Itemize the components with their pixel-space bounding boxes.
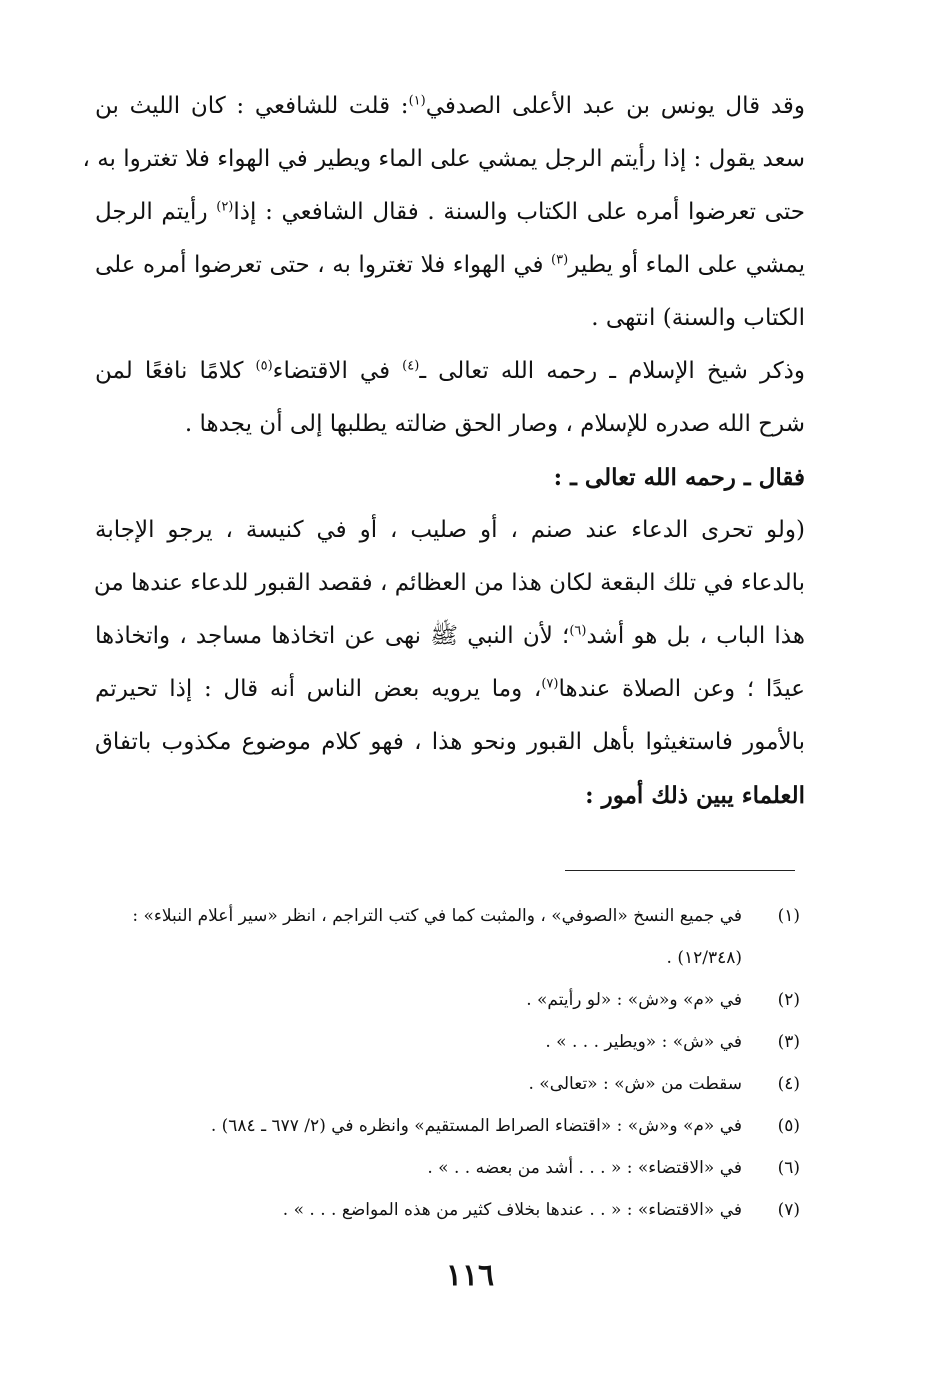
footnote-item xyxy=(150,1147,800,1189)
footnote-item xyxy=(150,1021,800,1063)
footnote-text: في «م» و«ش» : «اقتضاء الصراط المستقيم» وانظره في (٢/ ٦٧٧ ـ ٦٨٤) . xyxy=(210,1116,742,1136)
footnote-text: في «م» و«ش» : «لو رأيتم» . xyxy=(526,990,742,1010)
footnote-ref[interactable]: (٣) xyxy=(551,252,569,268)
footnote-item xyxy=(150,1105,800,1147)
text-line: شرح الله صدره للإسلام ، وصار الحق ضالته يطلبها إلى أن يجدها . xyxy=(184,411,805,437)
text-line: حتى تعرضوا أمره على الكتاب والسنة . فقال الشافعي : إذا$^{(٢)}$ رأيتم الرجل xyxy=(95,199,806,225)
footnote-ref[interactable]: (٧) xyxy=(541,676,559,692)
text-line: يمشي على الماء أو يطير$^{(٣)}$ في الهواء فلا تغتروا به ، حتى تعرضوا أمره على xyxy=(95,252,805,278)
footnote-item xyxy=(132,895,800,979)
footnote-number: (١) xyxy=(777,906,800,926)
footnote-text: سقطت من «ش» : «تعالى» . xyxy=(528,1074,742,1094)
text-line: هذا الباب ، بل هو أشد$^{(٦)}$؛ لأن النبي ﷺ نهى عن اتخاذها مساجد ، واتخاذها xyxy=(95,623,805,649)
footnote-divider xyxy=(565,870,795,871)
section-heading: فقال ـ رحمه الله تعالى ـ : xyxy=(553,464,805,491)
text-line: سعد يقول : إذا رأيتم الرجل يمشي على الماء ويطير في الهواء فلا تغتروا به ، xyxy=(82,146,805,172)
footnote-ref[interactable]: (٦) xyxy=(569,623,587,639)
footnote-ref[interactable]: (١) xyxy=(408,93,426,109)
footnote-number: (٧) xyxy=(777,1200,800,1220)
text-line: عيدًا ؛ وعن الصلاة عندها$^{(٧)}$، وما يرويه بعض الناس أنه قال : إذا تحيرتم xyxy=(95,676,805,702)
footnote-number: (٦) xyxy=(777,1158,800,1178)
footnotes xyxy=(132,895,800,1231)
footnote-text: في «ش» : «ويطير . . . » . xyxy=(545,1032,742,1052)
footnote-item xyxy=(150,979,800,1021)
text-line: وذكر شيخ الإسلام ـ رحمه الله تعالى ـ$^{(٤)}$ في الاقتضاء$^{(٥)}$ كلامًا نافعًا لمن xyxy=(95,358,805,384)
page-number: ١١٦ xyxy=(445,1258,495,1293)
text-line: بالدعاء في تلك البقعة لكان هذا من العظائم ، فقصد القبور للدعاء عندها من xyxy=(93,570,805,596)
footnote-ref[interactable]: (٢) xyxy=(216,199,234,215)
footnote-number: (٥) xyxy=(777,1116,800,1136)
text-line: بالأمور فاستغيثوا بأهل القبور ونحو هذا ، فهو كلام موضوع مكذوب باتفاق xyxy=(95,729,805,755)
footnote-ref[interactable]: (٤) xyxy=(402,358,420,374)
footnote-text: في «الاقتضاء» : « . . . أشد من بعضه . . » . xyxy=(427,1158,742,1178)
footnote-text: في «الاقتضاء» : « . . عندها بخلاف كثير من هذه المواضع . . . » . xyxy=(282,1200,742,1220)
text-line: (ولو تحرى الدعاء عند صنم ، أو صليب ، أو في كنيسة ، يرجو الإجابة xyxy=(95,517,805,543)
footnote-ref[interactable]: (٥) xyxy=(255,358,273,374)
footnote-number: (٢) xyxy=(777,990,800,1010)
footnote-item xyxy=(150,1189,800,1231)
footnote-text: في جميع النسخ «الصوفي» ، والمثبت كما في كتب التراجم ، انظر «سير أعلام النبلاء» : (١٢/٣٤٨) . xyxy=(132,906,742,968)
text-line: الكتاب والسنة) انتهى . xyxy=(591,305,805,331)
footnote-number: (٤) xyxy=(777,1074,800,1094)
footnote-number: (٣) xyxy=(777,1032,800,1052)
text-line: وقد قال يونس بن عبد الأعلى الصدفي$^{(١)}$: قلت للشافعي : كان الليث بن xyxy=(95,93,805,119)
text-line: العلماء يبين ذلك أمور : xyxy=(585,782,805,809)
footnote-item xyxy=(150,1063,800,1105)
main-text xyxy=(82,80,806,822)
